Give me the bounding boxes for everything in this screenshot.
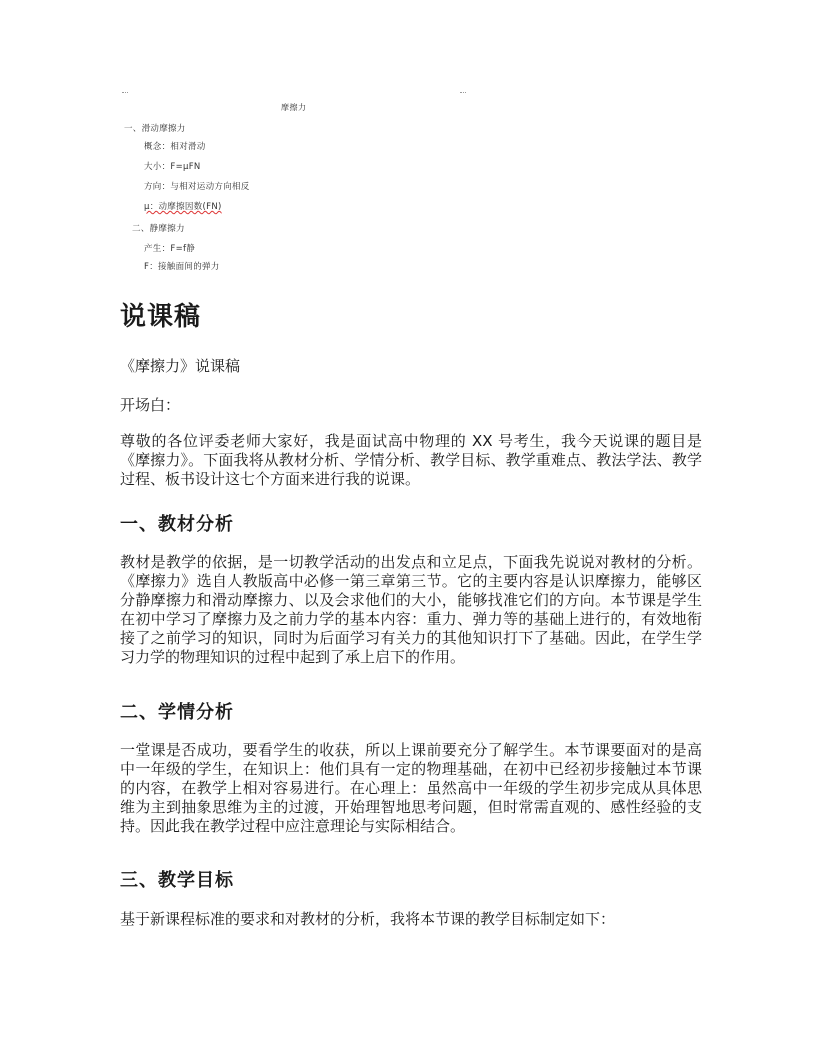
board-line: 一、滑动摩擦力 [124,124,186,134]
section-heading: 一、教材分析 [120,514,234,535]
board-line: 概念：相对滑动 [144,142,206,152]
board-line: F：接触面间的弹力 [144,262,220,272]
crop-mark [460,92,466,94]
section-heading: 二、学情分析 [120,702,234,723]
section-paragraph: 基于新课程标准的要求和对教材的分析，我将本节课的教学目标制定如下： [120,910,616,928]
board-line: μ：动摩擦因数(FN) [144,202,222,212]
document-title: 说课稿 [120,302,202,332]
board-sketch-image [118,92,470,278]
opening-paragraph: 尊敬的各位评委老师大家好，我是面试高中物理的 XX 号考生，我今天说课的题目是《摩擦力》。下面我将从教材分析、学情分析、教学目标、教学重难点、教法学法、教学过程、板书设计这七个方面来进行我的说课。 [120,432,702,488]
opening-label: 开场白： [120,396,181,414]
board-line: 二、静摩擦力 [132,224,185,234]
crop-mark [122,92,128,94]
board-title: 摩擦力 [281,103,307,112]
board-line: 方向：与相对运动方向相反 [144,182,250,192]
section-paragraph: 一堂课是否成功，要看学生的收获，所以上课前要充分了解学生。本节课要面对的是高中一年级的学生，在知识上：他们具有一定的物理基础，在初中已经初步接触过本节课的内容，在教学上相对容易进行。在心理上：虽然高中一年级的学生初步完成从具体思维为主到抽象思维为主的过渡，开始理智地思考问题，但时常需直观的、感性经验的支持。因此我在教学过程中应注意理论与实际相结合。 [120,741,702,835]
document-subtitle: 《摩擦力》说课稿 [120,357,241,375]
board-line: 大小：F=μFN [144,162,201,172]
section-paragraph: 教材是教学的依据，是一切教学活动的出发点和立足点，下面我先说说对教材的分析。《摩擦力》选自人教版高中必修一第三章第三节。它的主要内容是认识摩擦力，能够区分静摩擦力和滑动摩擦力、以及会求他们的大小，能够找准它们的方向。本节课是学生在初中学习了摩擦力及之前力学的基本内容：重力、弹力等的基础上进行的，有效地衔接了之前学习的知识，同时为后面学习有关力的其他知识打下了基础。因此，在学生学习力学的物理知识的过程中起到了承上启下的作用。 [120,553,702,666]
section-heading: 三、教学目标 [120,870,234,891]
board-line: 产生：F=f静 [144,244,196,254]
